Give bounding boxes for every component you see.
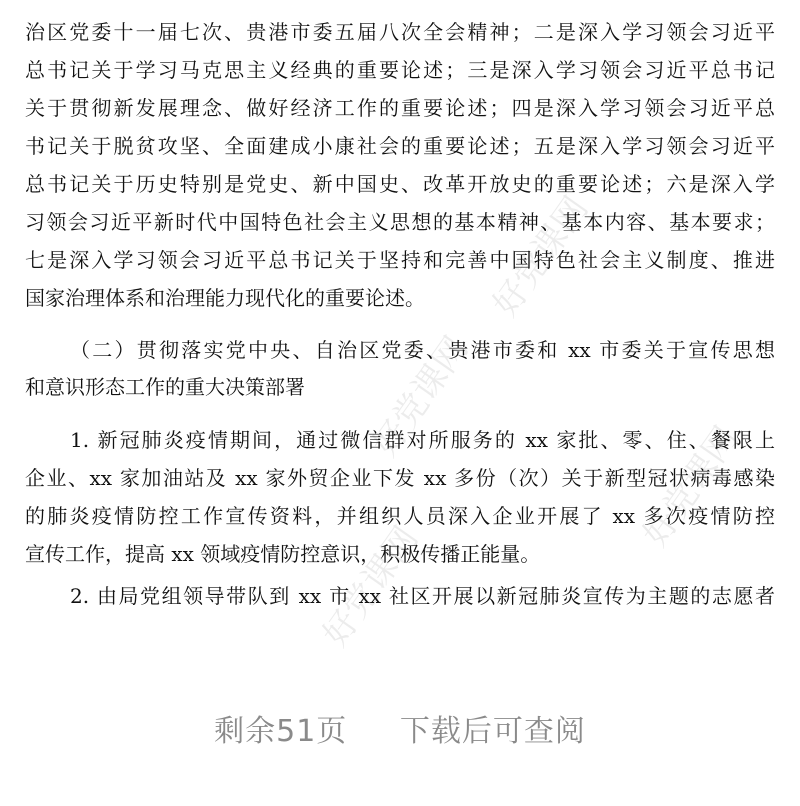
text-line: 总书记关于历史特别是党史、新中国史、改革开放史的重要论述；六是深入学: [25, 172, 775, 196]
section-heading: （二）贯彻落实党中央、自治区党委、贵港市委和 xx 市委关于宣传思想: [70, 338, 775, 362]
text-line: 七是深入学习领会习近平总书记关于坚持和完善中国特色社会主义制度、推进: [25, 248, 775, 272]
text-line: 治区党委十一届七次、贵港市委五届八次全会精神；二是深入学习领会习近平: [25, 20, 775, 44]
text-line: 1. 新冠肺炎疫情期间，通过微信群对所服务的 xx 家批、零、住、餐限上: [70, 428, 775, 452]
download-prompt[interactable]: [0, 706, 800, 750]
text-line: 国家治理体系和治理能力现代化的重要论述。: [25, 286, 425, 310]
text-line: 宣传工作，提高 xx 领域疫情防控意识，积极传播正能量。: [25, 542, 541, 566]
section-heading: 和意识形态工作的重大决策部署: [25, 375, 305, 399]
download-label[interactable]: 下载后可查阅: [399, 714, 586, 749]
text-line: 2. 由局党组领导带队到 xx 市 xx 社区开展以新冠肺炎宣传为主题的志愿者: [70, 584, 775, 608]
watermark: 好党课网: [365, 329, 477, 464]
text-line: 总书记关于学习马克思主义经典的重要论述；三是深入学习领会习近平总书记: [25, 58, 775, 82]
remaining-pages-label: 剩余51页: [214, 714, 348, 749]
text-line: 书记关于脱贫攻坚、全面建成小康社会的重要论述；五是深入学习领会习近平: [25, 134, 775, 158]
watermark: 好党课网: [315, 519, 427, 654]
text-line: 习领会习近平新时代中国特色社会主义思想的基本精神、基本内容、基本要求；: [25, 210, 775, 234]
watermark: 好党课网: [485, 189, 597, 324]
text-line: 企业、xx 家加油站及 xx 家外贸企业下发 xx 多份（次）关于新型冠状病毒感染: [25, 466, 775, 490]
watermark: 好党课网: [635, 419, 747, 554]
text-line: 的肺炎疫情防控工作宣传资料，并组织人员深入企业开展了 xx 多次疫情防控: [25, 504, 775, 528]
text-line: 关于贯彻新发展理念、做好经济工作的重要论述；四是深入学习领会习近平总: [25, 96, 775, 120]
